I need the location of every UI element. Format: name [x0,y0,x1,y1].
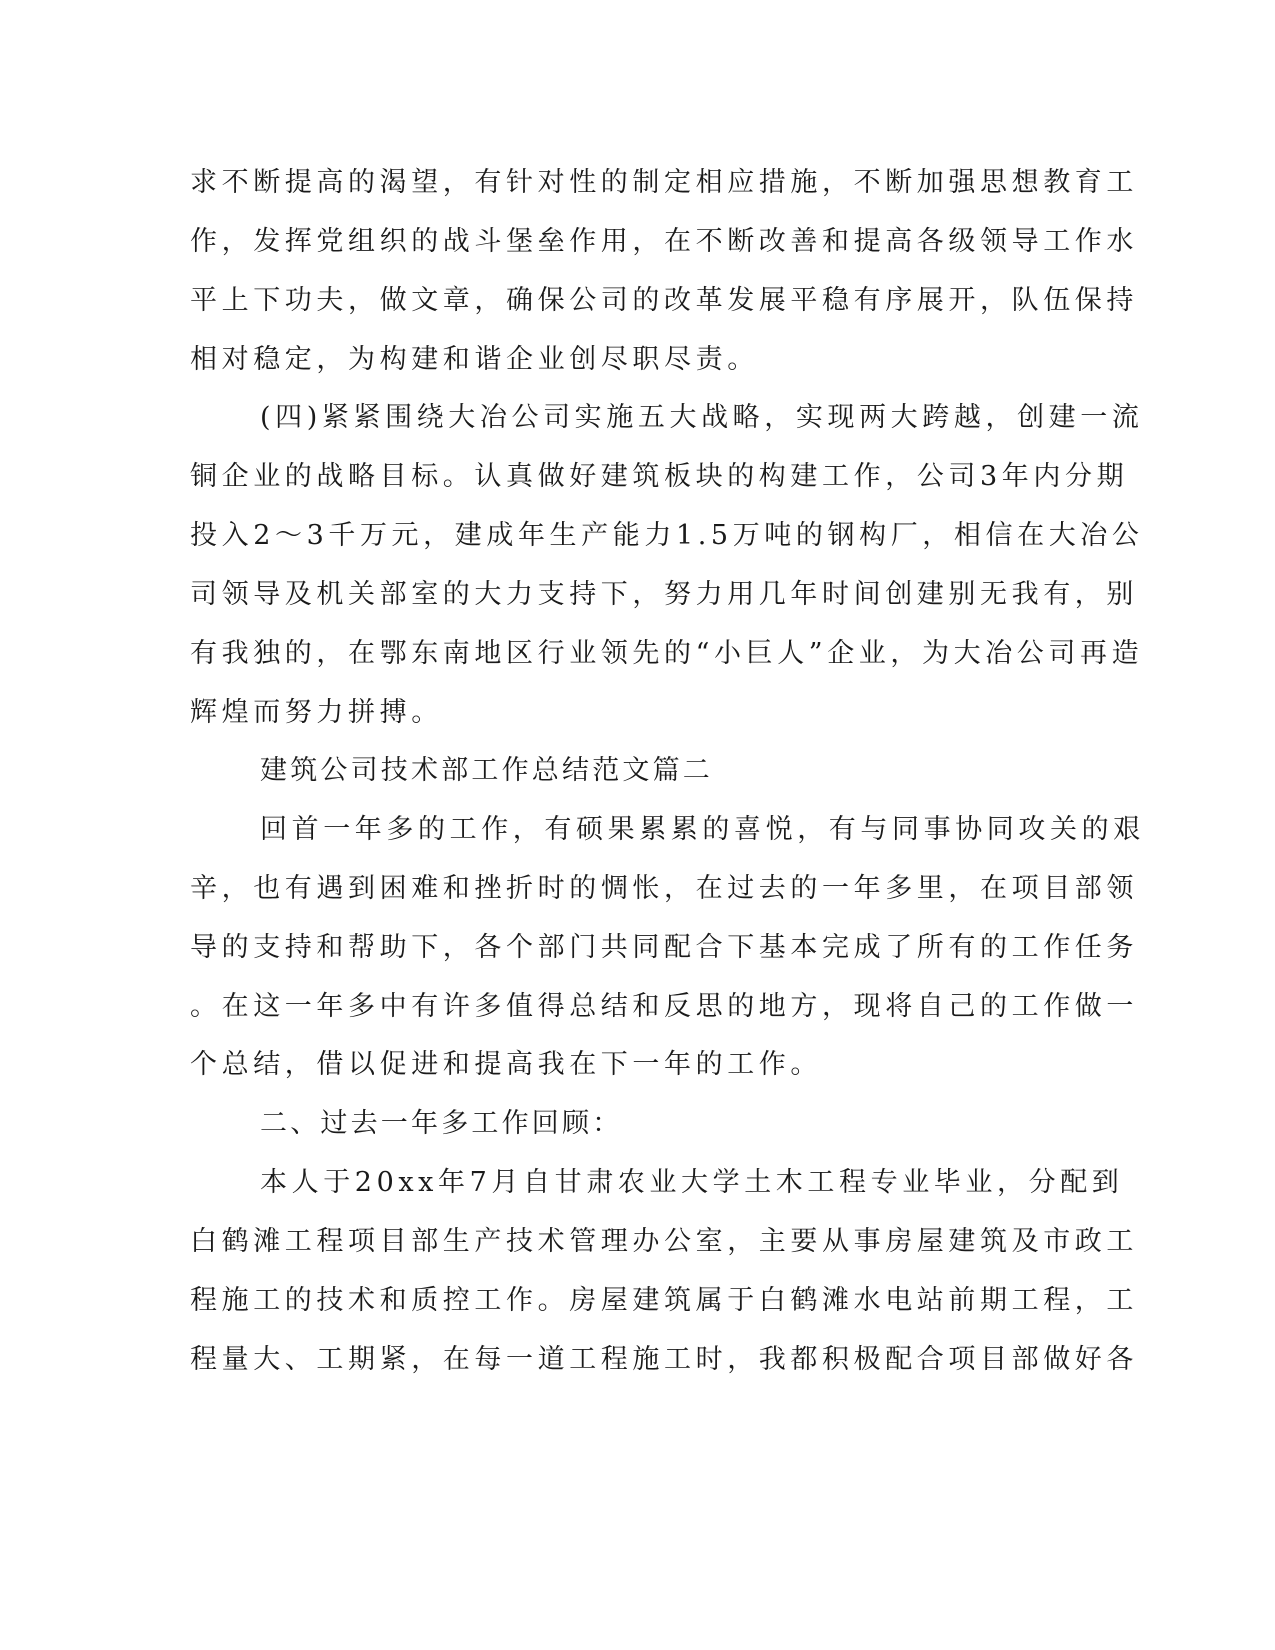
section-heading: 二、过去一年多工作回顾： [260,1108,623,1139]
paragraph-line: 相对稳定，为构建和谐企业创尽职尽责。 [190,344,759,375]
paragraph-line: 平上下功夫，做文章，确保公司的改革发展平稳有序展开，队伍保持 [190,285,1138,316]
paragraph-line: 。在这一年多中有许多值得总结和反思的地方，现将自己的工作做一 [190,991,1138,1022]
paragraph-line: 辉煌而努力拼搏。 [190,697,443,728]
paragraph-line: 司领导及机关部室的大力支持下，努力用几年时间创建别无我有，别 [190,579,1138,610]
paragraph-line: 白鹤滩工程项目部生产技术管理办公室，主要从事房屋建筑及市政工 [190,1226,1138,1257]
section-heading: 建筑公司技术部工作总结范文篇二 [260,755,713,786]
paragraph-line: 铜企业的战略目标。认真做好建筑板块的构建工作，公司3年内分期 [190,461,1129,492]
paragraph-line: 投入2～3千万元，建成年生产能力1.5万吨的钢构厂，相信在大冶公 [190,520,1144,551]
paragraph-line: 辛，也有遇到困难和挫折时的惆怅，在过去的一年多里，在项目部领 [190,873,1138,904]
paragraph-line: 回首一年多的工作，有硕果累累的喜悦，有与同事协同攻关的艰 [260,814,1145,845]
paragraph-line: 程施工的技术和质控工作。房屋建筑属于白鹤滩水电站前期工程，工 [190,1285,1138,1316]
paragraph-line: 本人于20xx年7月自甘肃农业大学土木工程专业毕业，分配到 [260,1167,1124,1198]
paragraph-line: 作，发挥党组织的战斗堡垒作用，在不断改善和提高各级领导工作水 [190,226,1138,257]
paragraph-line: (四)紧紧围绕大冶公司实施五大战略，实现两大跨越，创建一流 [260,402,1144,433]
paragraph-line: 有我独的，在鄂东南地区行业领先的“小巨人”企业，为大冶公司再造 [190,638,1144,669]
paragraph-line: 求不断提高的渴望，有针对性的制定相应措施，不断加强思想教育工 [190,167,1138,198]
paragraph-line: 程量大、工期紧，在每一道工程施工时，我都积极配合项目部做好各 [190,1344,1138,1375]
paragraph-line: 个总结，借以促进和提高我在下一年的工作。 [190,1049,822,1080]
paragraph-line: 导的支持和帮助下，各个部门共同配合下基本完成了所有的工作任务 [190,932,1138,963]
